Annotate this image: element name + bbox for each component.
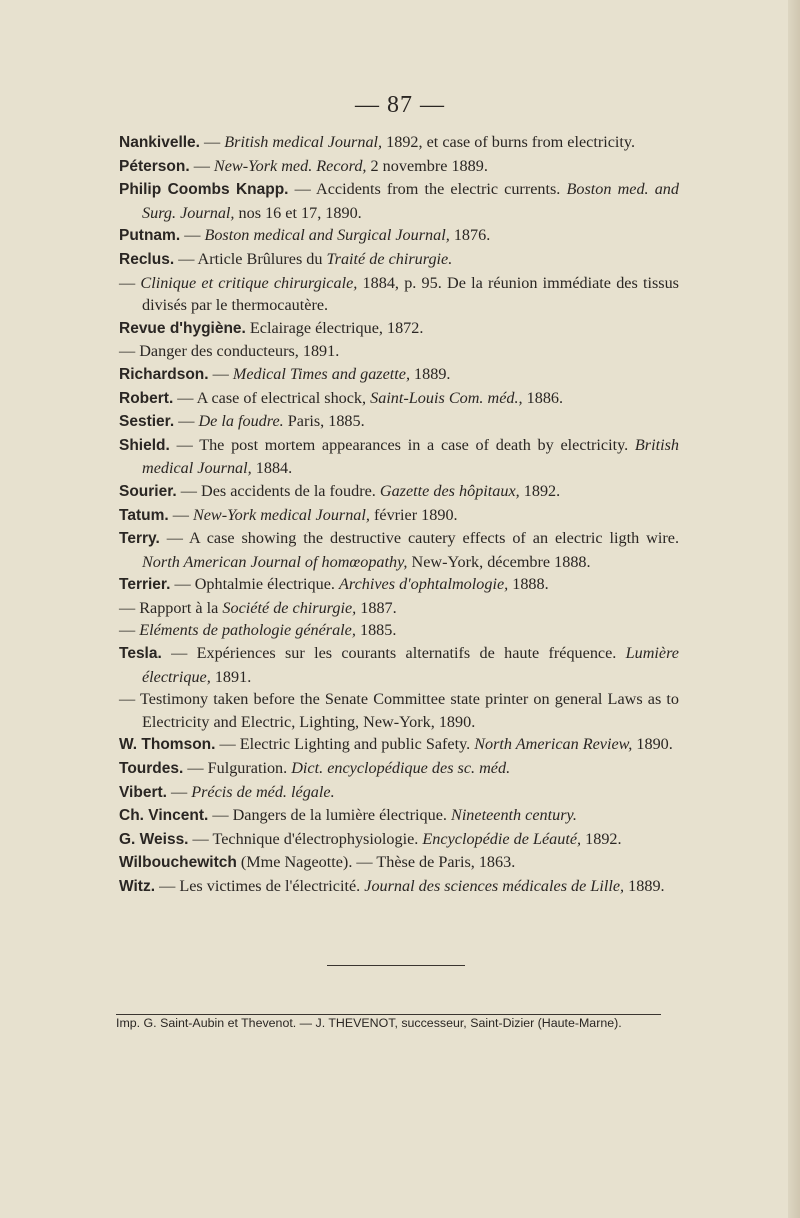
entry-text: — <box>174 412 199 431</box>
entry-text: — The post mortem appearances in a case of death by electricity. <box>169 435 635 454</box>
author-name: Péterson. <box>119 157 190 175</box>
publication-title: North American Journal of homœopathy, <box>142 552 408 571</box>
bibliography-entry <box>119 272 679 317</box>
entry-text: 1885. <box>355 621 397 640</box>
publication-title: Traité de chirurgie. <box>326 249 453 268</box>
author-name: Reclus. <box>119 250 175 268</box>
entry-text: — <box>208 364 233 383</box>
author-name: W. Thomson. <box>119 736 216 754</box>
entry-text: — <box>166 782 192 801</box>
entry-text: — Des accidents de la foudre. <box>176 481 380 500</box>
bibliography-entry <box>119 178 679 224</box>
entry-text: — Testimony taken before the Senate Committee state printer on general Laws as to Electricity and Electric, Lighting, New-York, 1890. <box>119 690 679 731</box>
bibliography-entry <box>119 642 679 688</box>
author-name: Tesla. <box>119 645 162 663</box>
entry-text: — Accidents from the electric currents. <box>288 180 567 199</box>
entry-text: — <box>189 156 214 175</box>
entry-text: — Electric Lighting and public Safety. <box>215 735 475 754</box>
entry-text: — <box>119 621 140 640</box>
entry-text: — A case showing the destructive cautery effects of an electric ligth wire. <box>159 529 679 548</box>
author-name: Philip Coombs Knapp. <box>119 181 289 199</box>
bibliography-entry <box>119 781 679 805</box>
author-name: Ch. Vincent. <box>119 807 209 825</box>
bibliography-entry <box>119 317 679 341</box>
entry-text: New-York, décembre 1888. <box>407 552 591 571</box>
entry-text: — Expériences sur les courants alternatifs de haute fréquence. <box>161 644 626 663</box>
author-name: Nankivelle. <box>119 134 200 151</box>
entry-text: 1891. <box>210 667 252 686</box>
bibliography-entry <box>119 573 679 597</box>
publication-title: Précis de méd. légale. <box>191 782 335 801</box>
entry-text: 1884, p. 95. De la réunion immédiate des tissus divisés par le thermocautère. <box>142 273 679 315</box>
bibliography-entry <box>119 248 679 272</box>
author-name: Tourdes. <box>119 760 184 778</box>
publication-title: New-York med. Record, <box>213 156 367 175</box>
author-name: Terrier. <box>119 576 171 594</box>
publication-title: Boston med. and Surg. Journal, <box>142 180 679 222</box>
author-name: Robert. <box>119 389 174 407</box>
author-name: Vibert. <box>119 783 167 801</box>
entry-text: — <box>168 505 193 524</box>
publication-title: British medical Journal, <box>224 133 383 151</box>
printer-imprint: Imp. G. Saint-Aubin et Thevenot. — J. THEVENOT, successeur, Saint-Dizier (Haute-Marne). <box>116 1016 622 1030</box>
entry-text: 1886. <box>522 388 564 407</box>
entry-text: — Rapport à la <box>119 598 223 617</box>
publication-title: Société de chirurgie, <box>222 598 357 617</box>
entry-text: 2 novembre 1889. <box>366 156 488 175</box>
bibliography-entry <box>119 224 679 248</box>
entry-text: — <box>119 273 141 292</box>
bibliography-entry <box>119 410 679 434</box>
bibliography-entry <box>119 480 679 504</box>
entry-text: — Technique d'électrophysiologie. <box>188 829 423 848</box>
bibliography-entry <box>119 434 679 480</box>
entry-text: — Les victimes de l'électricité. <box>155 877 365 895</box>
publication-title: De la foudre. <box>198 412 284 431</box>
bibliography-list <box>119 131 679 899</box>
entry-text: 1876. <box>449 226 491 245</box>
entry-text: — Danger des conducteurs, 1891. <box>119 342 340 361</box>
bibliography-entry <box>119 340 679 363</box>
author-name: Witz. <box>119 878 156 895</box>
publication-title: Eléments de pathologie générale, <box>139 621 356 640</box>
author-name: G. Weiss. <box>119 830 189 848</box>
entry-text: 1892. <box>581 829 622 848</box>
entry-text: nos 16 et 17, 1890. <box>234 203 362 222</box>
publication-title: Encyclopédie de Léauté, <box>422 829 582 848</box>
publication-title: Clinique et critique chirurgicale, <box>140 273 358 292</box>
author-name: Tatum. <box>119 506 169 524</box>
entry-text: — A case of electrical shock, <box>173 388 371 407</box>
author-name: Revue d'hygiène. <box>119 319 246 337</box>
author-name: Sestier. <box>119 413 175 431</box>
bibliography-entry <box>119 387 679 411</box>
entry-text: 1884. <box>251 459 293 478</box>
page-edge <box>788 0 800 1218</box>
entry-text: (Mme Nageotte). — Thèse de Paris, 1863. <box>236 853 516 872</box>
bibliography-entry <box>119 155 679 179</box>
entry-text: 1889. <box>624 877 665 895</box>
imprint-rule <box>116 1014 661 1015</box>
author-name: Putnam. <box>119 227 181 245</box>
bibliography-entry <box>119 363 679 387</box>
bibliography-entry <box>119 504 679 528</box>
entry-text: 1892, et case of burns from electricity. <box>382 133 636 151</box>
publication-title: Gazette des hôpitaux, <box>379 481 520 500</box>
publication-title: Saint-Louis Com. méd., <box>370 388 523 407</box>
entry-text: — Article Brûlures du <box>174 249 327 268</box>
author-name: Terry. <box>119 530 160 548</box>
entry-text: février 1890. <box>369 505 458 524</box>
publication-title: Archives d'ophtalmologie, <box>338 575 509 594</box>
entry-text: 1888. <box>508 575 549 594</box>
entry-text: — <box>180 226 205 245</box>
author-name: Sourier. <box>119 482 177 500</box>
publication-title: Lumière électrique, <box>142 644 679 686</box>
entry-text: 1887. <box>356 598 397 617</box>
entry-text: 1892. <box>519 481 561 500</box>
bibliography-entry <box>119 688 679 733</box>
entry-text: 1889. <box>410 364 451 383</box>
bibliography-entry <box>119 597 679 620</box>
publication-title: Medical Times and gazette, <box>232 364 410 383</box>
author-name: Wilbouchewitch <box>119 854 237 872</box>
bibliography-entry <box>119 851 679 875</box>
publication-title: Nineteenth century. <box>451 806 577 825</box>
publication-title: Boston medical and Surgical Journal, <box>204 226 450 245</box>
publication-title: Dict. encyclopédique des sc. méd. <box>291 759 511 778</box>
author-name: Richardson. <box>119 365 209 383</box>
entry-text: Eclairage électrique, 1872. <box>245 318 424 337</box>
bibliography-entry <box>119 828 679 852</box>
publication-title: Journal des sciences médicales de Lille, <box>364 877 625 895</box>
entry-text: — Fulguration. <box>183 759 292 778</box>
entry-text: Paris, 1885. <box>283 412 365 431</box>
author-name: Shield. <box>119 436 170 454</box>
separator-rule <box>327 965 465 966</box>
entry-text: — <box>200 133 225 151</box>
entry-text: — Ophtalmie électrique. <box>170 575 339 594</box>
publication-title: North American Review, <box>474 735 633 754</box>
publication-title: British medical Journal, <box>142 435 679 478</box>
publication-title: New-York medical Journal, <box>192 505 370 524</box>
bibliography-entry <box>119 804 679 828</box>
bibliography-entry <box>119 131 679 155</box>
bibliography-entry <box>119 733 679 757</box>
entry-text: 1890. <box>632 735 673 754</box>
bibliography-entry <box>119 619 679 642</box>
bibliography-entry <box>119 875 679 899</box>
entry-text: — Dangers de la lumière électrique. <box>208 806 452 825</box>
bibliography-entry <box>119 527 679 573</box>
page-number: — 87 — <box>355 92 445 118</box>
bibliography-entry <box>119 757 679 781</box>
